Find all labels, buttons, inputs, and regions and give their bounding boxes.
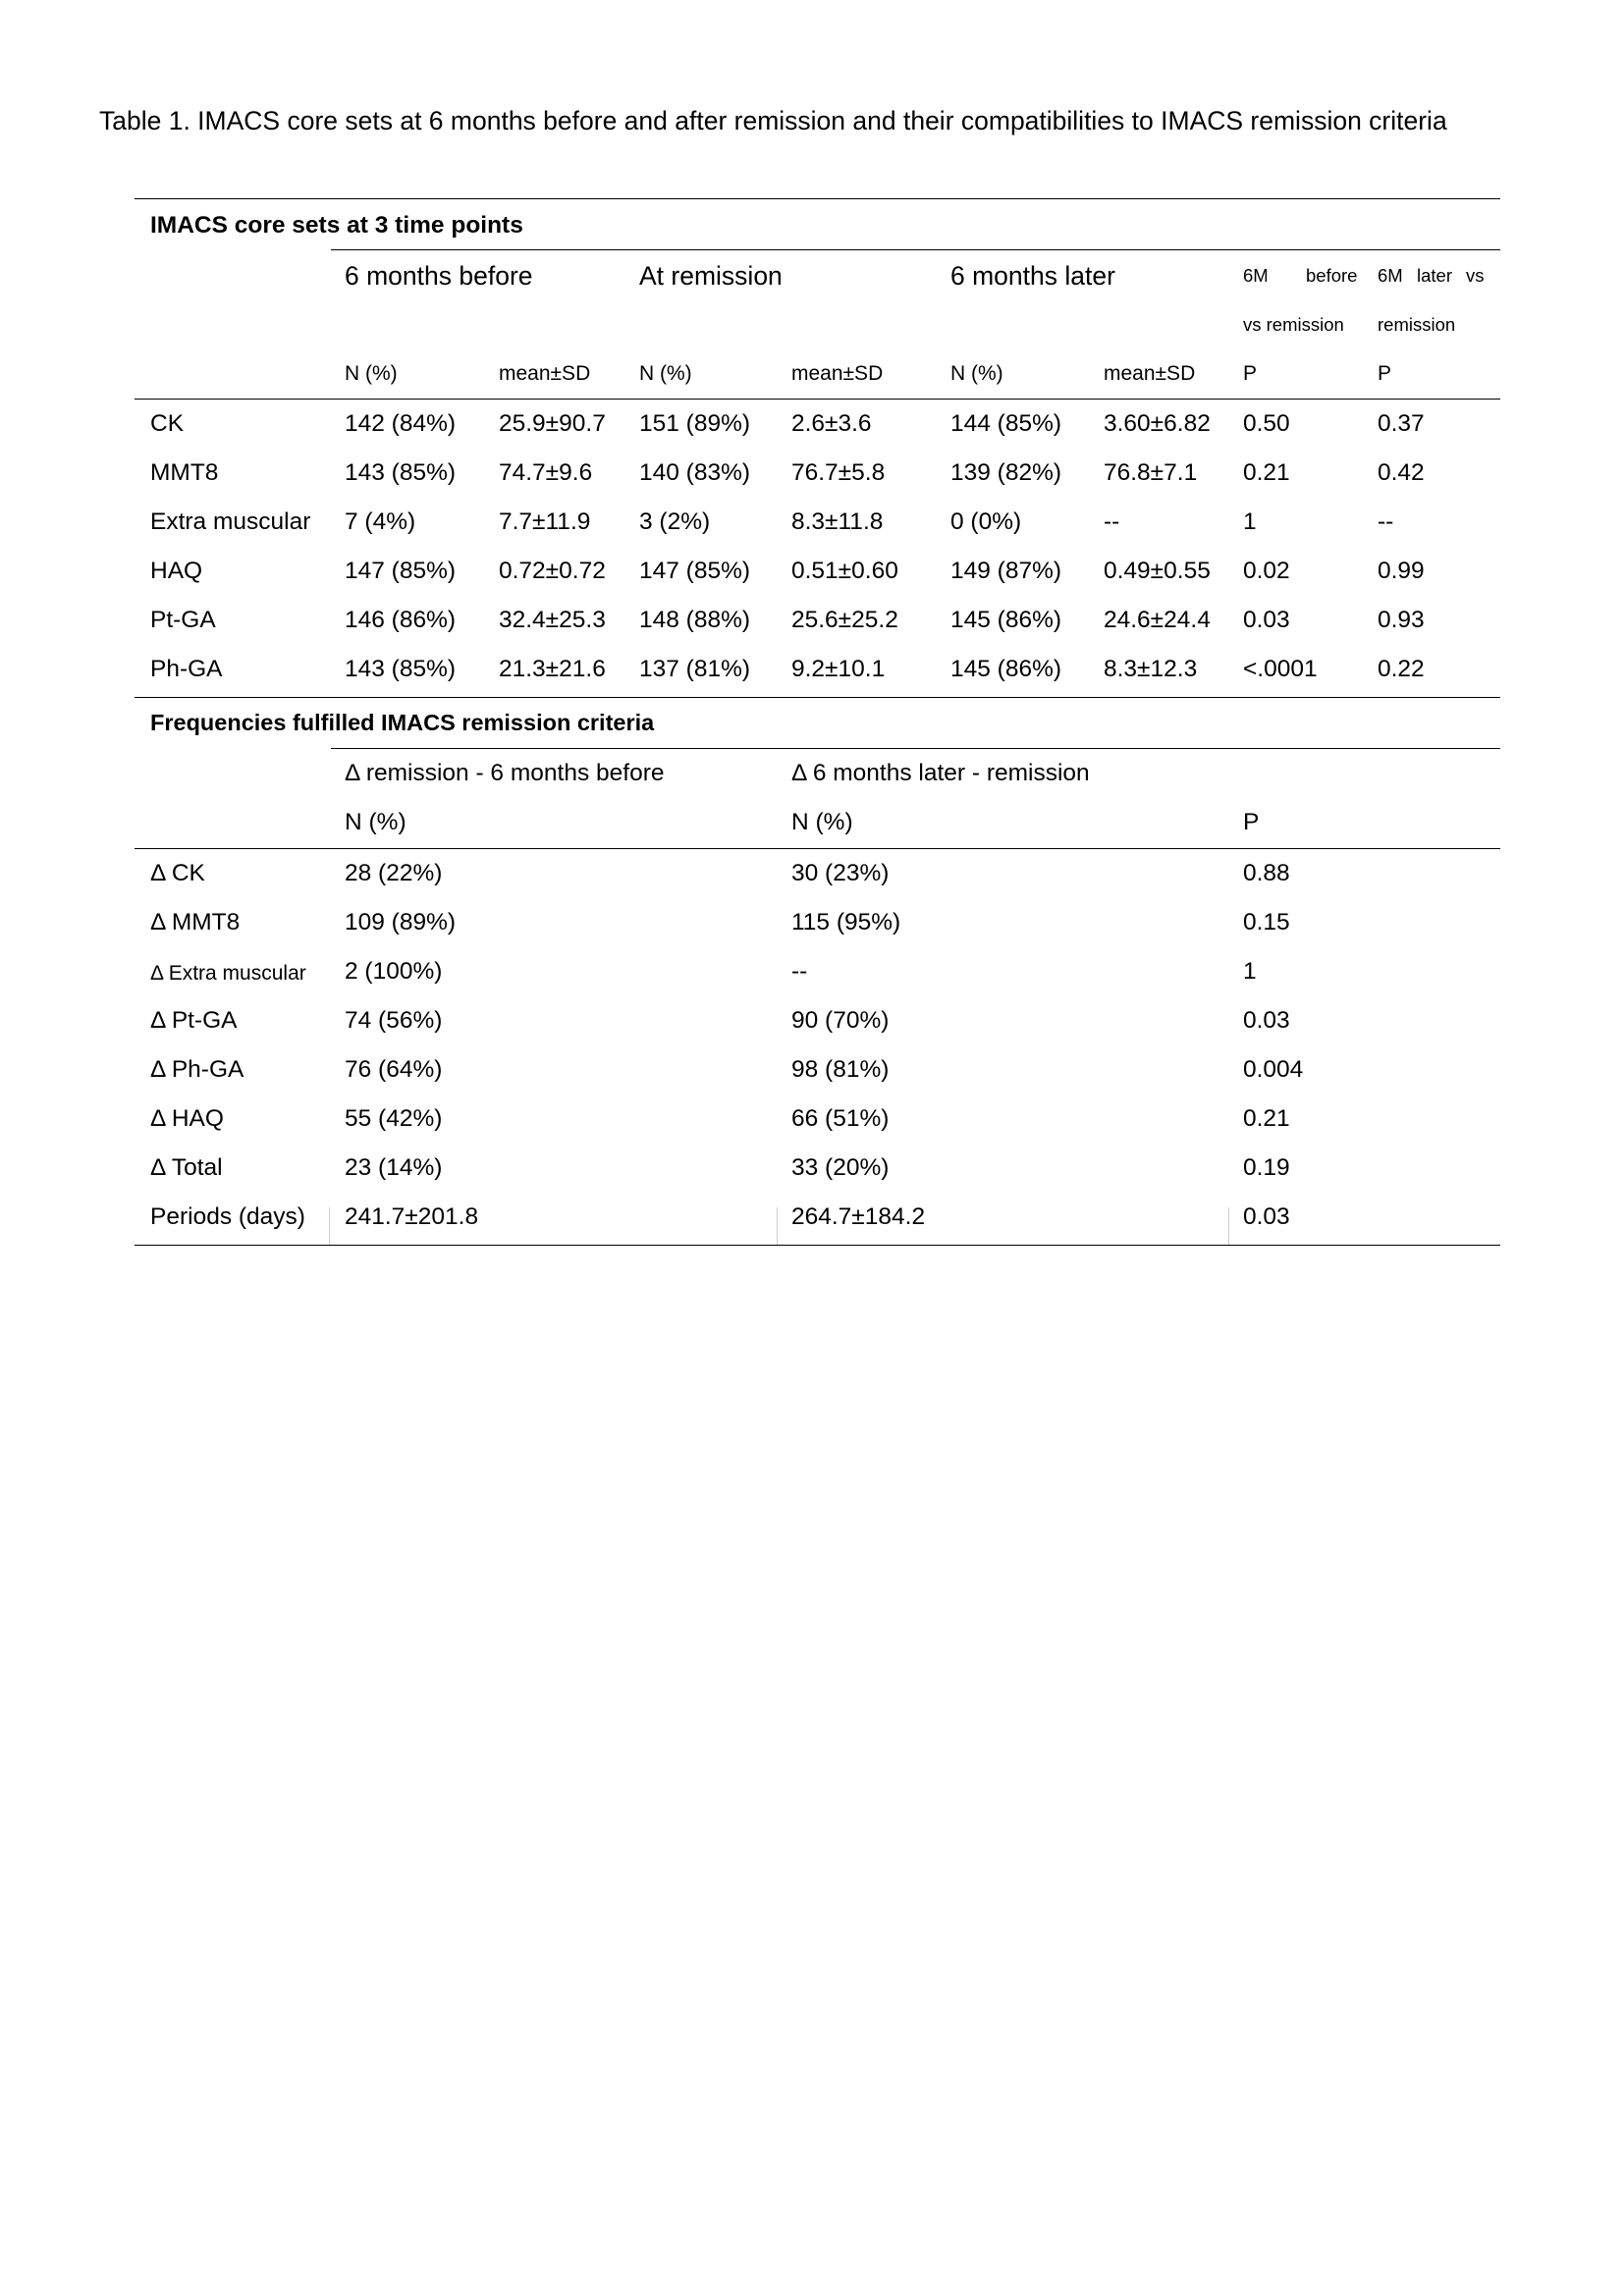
- table-cell: 151 (89%): [639, 410, 751, 437]
- table-cell: 0.42: [1378, 459, 1425, 486]
- table-cell: --: [1104, 508, 1120, 535]
- column-separator: [329, 1207, 330, 1245]
- row-label: MMT8: [150, 459, 219, 486]
- table-cell: 33 (20%): [791, 1154, 890, 1181]
- row-label: Δ CK: [150, 860, 205, 886]
- p-col2-header-word: 6M: [1378, 265, 1403, 286]
- table-cell: 143 (85%): [345, 656, 457, 682]
- table-cell: 90 (70%): [791, 1007, 890, 1034]
- table-cell: 143 (85%): [345, 459, 457, 486]
- table-cell: 0.03: [1243, 1007, 1290, 1034]
- subheader: P: [1243, 362, 1258, 385]
- table-cell: 0.21: [1243, 1105, 1290, 1132]
- table-cell: 8.3±11.8: [791, 508, 884, 535]
- table-cell: 3 (2%): [639, 508, 711, 535]
- p-col1-header-word: before: [1306, 265, 1358, 286]
- table-cell: 0.21: [1243, 459, 1290, 486]
- table-cell: 145 (86%): [950, 607, 1062, 633]
- section-divider-rule: [135, 697, 1500, 698]
- table-cell: 74 (56%): [345, 1007, 443, 1034]
- table-cell: 115 (95%): [791, 909, 901, 935]
- section2-title-rule: [331, 748, 1500, 749]
- table-cell: 7.7±11.9: [499, 508, 591, 535]
- top-rule: [135, 198, 1500, 199]
- table-cell: 7 (4%): [345, 508, 416, 535]
- table-cell: 140 (83%): [639, 459, 751, 486]
- table-cell: 25.9±90.7: [499, 410, 606, 437]
- group-header-delta-before: Δ remission - 6 months before: [345, 760, 665, 786]
- table-cell: 25.6±25.2: [791, 607, 898, 633]
- table-cell: 139 (82%): [950, 459, 1062, 486]
- table-cell: 2 (100%): [345, 958, 443, 985]
- group-header-at-remission: At remission: [639, 261, 783, 291]
- subheader: P: [1378, 362, 1392, 385]
- subheader: mean±SD: [791, 362, 884, 385]
- table-cell: 2.6±3.6: [791, 410, 872, 437]
- p-col2-header-line2: remission: [1378, 314, 1456, 335]
- table-cell: 76.7±5.8: [791, 459, 886, 486]
- table-cell: 0.51±0.60: [791, 558, 898, 584]
- table-caption: Table 1. IMACS core sets at 6 months before and after remission and their compatibilities to IMACS remission criteria: [99, 106, 1447, 135]
- table-cell: 142 (84%): [345, 410, 457, 437]
- column-separator: [777, 1207, 778, 1245]
- table-cell: 8.3±12.3: [1104, 656, 1198, 682]
- table-cell: 0.49±0.55: [1104, 558, 1211, 584]
- subheader: P: [1243, 809, 1260, 835]
- table-cell: 0 (0%): [950, 508, 1022, 535]
- table-cell: 144 (85%): [950, 410, 1062, 437]
- table-cell: 147 (85%): [345, 558, 457, 584]
- subheader: N (%): [345, 362, 398, 385]
- table-cell: 1: [1243, 508, 1257, 535]
- table-cell: 1: [1243, 958, 1257, 985]
- group-header-6-months-before: 6 months before: [345, 261, 533, 291]
- table-cell: 76.8±7.1: [1104, 459, 1198, 486]
- p-col1-header-word: 6M: [1243, 265, 1269, 286]
- column-separator: [1228, 1207, 1229, 1245]
- table-cell: 149 (87%): [950, 558, 1062, 584]
- table-cell: 241.7±201.8: [345, 1203, 479, 1230]
- section1-header-rule: [135, 399, 1500, 400]
- table-cell: 98 (81%): [791, 1056, 890, 1083]
- p-col2-header-word: later: [1417, 265, 1452, 286]
- subheader: N (%): [791, 809, 853, 835]
- row-label: Extra muscular: [150, 508, 311, 535]
- table-cell: 147 (85%): [639, 558, 751, 584]
- table-cell: --: [791, 958, 808, 985]
- subheader: mean±SD: [1104, 362, 1196, 385]
- subheader: mean±SD: [499, 362, 591, 385]
- table-cell: 74.7±9.6: [499, 459, 593, 486]
- table-cell: 145 (86%): [950, 656, 1062, 682]
- row-label: Δ Pt-GA: [150, 1007, 238, 1034]
- table-cell: 0.19: [1243, 1154, 1290, 1181]
- table-cell: 55 (42%): [345, 1105, 443, 1132]
- p-col2-header-word: vs: [1466, 265, 1485, 286]
- table-cell: 0.03: [1243, 1203, 1290, 1230]
- subheader: N (%): [345, 809, 406, 835]
- group-header-delta-later: Δ 6 months later - remission: [791, 760, 1090, 786]
- table-cell: 66 (51%): [791, 1105, 890, 1132]
- row-label: Δ Ph-GA: [150, 1056, 244, 1083]
- table-cell: 23 (14%): [345, 1154, 443, 1181]
- table-cell: 32.4±25.3: [499, 607, 606, 633]
- table-cell: 0.99: [1378, 558, 1425, 584]
- table-cell: 0.15: [1243, 909, 1290, 935]
- table-cell: 30 (23%): [791, 860, 890, 886]
- subheader: N (%): [950, 362, 1003, 385]
- table-cell: 0.88: [1243, 860, 1290, 886]
- bottom-rule: [135, 1245, 1500, 1246]
- table-cell: 0.37: [1378, 410, 1425, 437]
- row-label: Δ Total: [150, 1154, 223, 1181]
- table-cell: 0.004: [1243, 1056, 1304, 1083]
- row-label: Pt-GA: [150, 607, 216, 633]
- table-cell: 146 (86%): [345, 607, 457, 633]
- table-cell: 0.50: [1243, 410, 1290, 437]
- table-cell: 0.03: [1243, 607, 1290, 633]
- table-cell: 264.7±184.2: [791, 1203, 926, 1230]
- row-label: Δ HAQ: [150, 1105, 224, 1132]
- section2-title: Frequencies fulfilled IMACS remission criteria: [150, 710, 655, 735]
- p-col1-header-line2: vs remission: [1243, 314, 1344, 335]
- table-cell: 0.72±0.72: [499, 558, 606, 584]
- table-cell: 109 (89%): [345, 909, 457, 935]
- subheader: N (%): [639, 362, 692, 385]
- row-label: Ph-GA: [150, 656, 223, 682]
- table-cell: --: [1378, 508, 1394, 535]
- group-header-6-months-later: 6 months later: [950, 261, 1115, 291]
- table-cell: 21.3±21.6: [499, 656, 606, 682]
- section2-header-rule: [135, 848, 1500, 849]
- section1-title: IMACS core sets at 3 time points: [150, 212, 523, 239]
- table-cell: 0.93: [1378, 607, 1425, 633]
- table-cell: 76 (64%): [345, 1056, 443, 1083]
- row-label: Δ MMT8: [150, 909, 241, 935]
- row-label: CK: [150, 410, 185, 437]
- row-label: Δ Extra muscular: [150, 962, 306, 985]
- table-cell: <.0001: [1243, 656, 1318, 682]
- table-cell: 9.2±10.1: [791, 656, 886, 682]
- table-cell: 0.02: [1243, 558, 1290, 584]
- section1-title-rule: [331, 249, 1500, 250]
- table-cell: 24.6±24.4: [1104, 607, 1211, 633]
- table-cell: 0.22: [1378, 656, 1425, 682]
- table-cell: 137 (81%): [639, 656, 751, 682]
- row-label: Periods (days): [150, 1203, 305, 1230]
- row-label: HAQ: [150, 558, 203, 584]
- table-cell: 148 (88%): [639, 607, 751, 633]
- table-cell: 3.60±6.82: [1104, 410, 1211, 437]
- table-cell: 28 (22%): [345, 860, 443, 886]
